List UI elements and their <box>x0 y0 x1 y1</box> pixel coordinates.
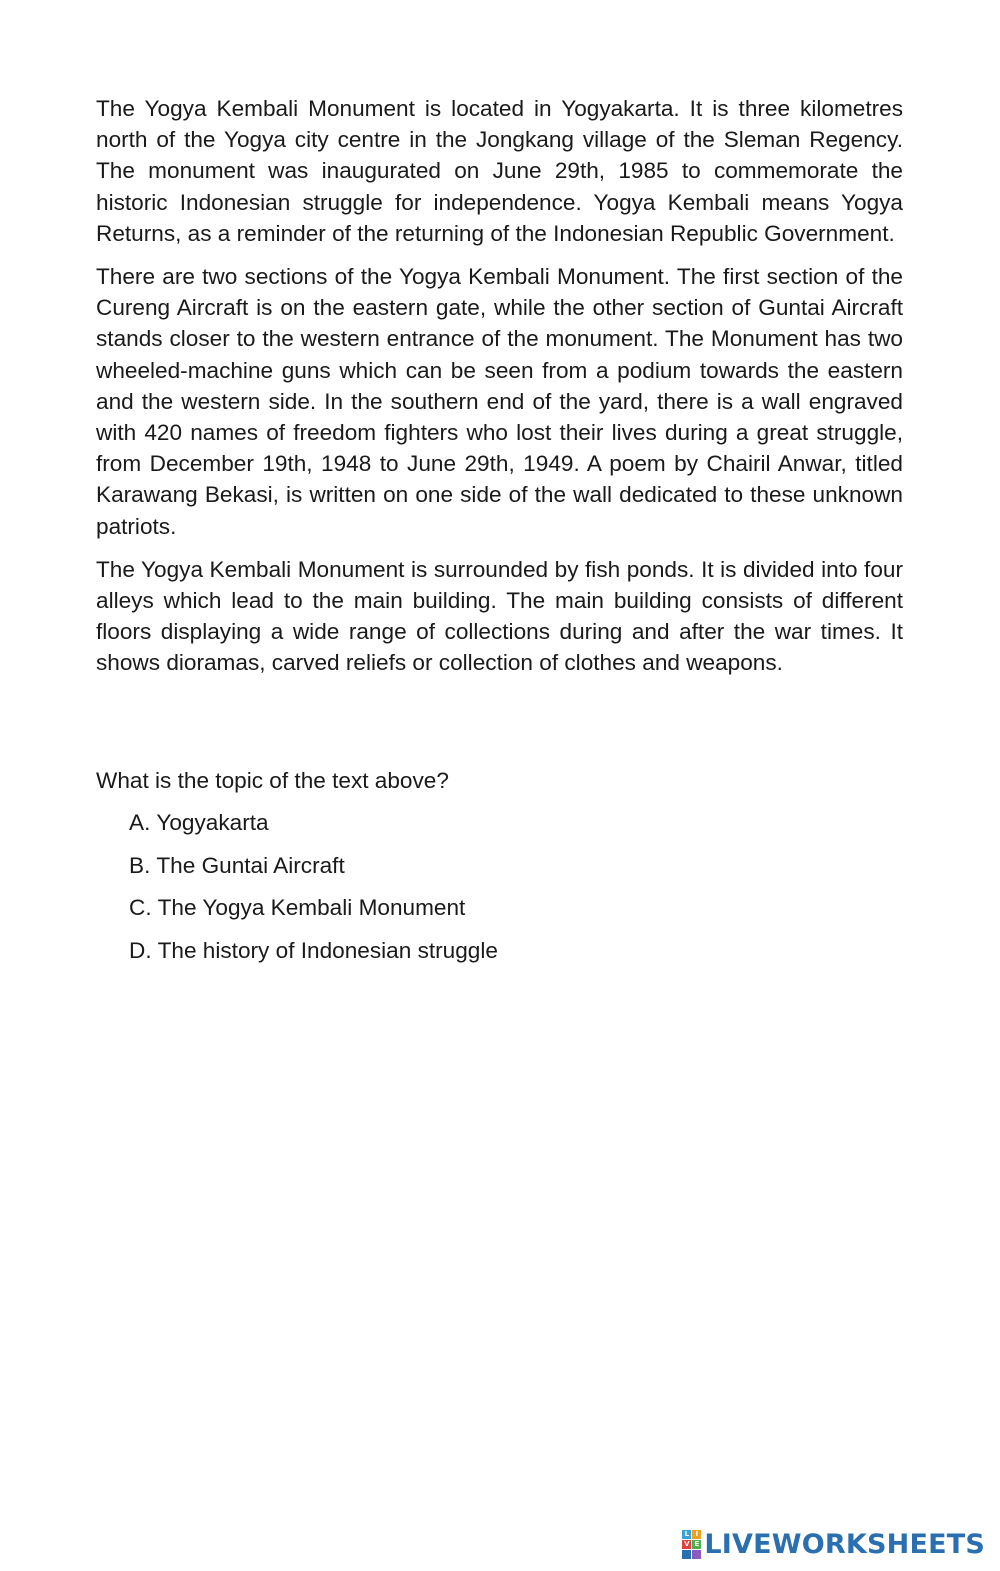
option-a[interactable] <box>129 807 903 838</box>
reading-passage <box>96 93 903 691</box>
option-letter: C. <box>129 895 152 921</box>
paragraph-1: The Yogya Kembali Monument is located in Yogyakarta. It is three kilometres north of the Yogya city centre in the Jongkang village of the Sleman Regency. The monument was inaugurated on June 29th, 1985 to commemorate the historic Indonesian struggle for independence. Yogya Kembali means Yogya Returns, as a reminder of the returning of the Indonesian Republic Government. <box>96 96 903 246</box>
brand-name: LIVEWORKSHEETS <box>704 1528 985 1560</box>
question-block <box>96 765 903 977</box>
option-text: The Guntai Aircraft <box>156 852 345 878</box>
logo-tile: I <box>692 1530 701 1539</box>
option-d[interactable] <box>129 935 903 966</box>
option-text: The history of Indonesian struggle <box>157 937 498 963</box>
logo-tile: V <box>684 1539 690 1548</box>
option-text: The Yogya Kembali Monument <box>157 895 466 921</box>
logo-tile <box>692 1550 701 1559</box>
logo-tile: E <box>692 1540 701 1549</box>
option-letter: D. <box>129 937 152 963</box>
paragraph-3: The Yogya Kembali Monument is surrounded by fish ponds. It is divided into four alleys which lead to the main building. The main building consists of different floors displaying a wide range of collections during and after the war times. It shows dioramas, carved reliefs or collection of clothes and weapons. <box>96 556 903 676</box>
answer-options <box>96 807 903 966</box>
option-text: Yogyakarta <box>156 810 269 835</box>
paragraph-2: There are two sections of the Yogya Kembali Monument. The first section of the Cureng Aircraft is on the eastern gate, while the other section of Guntai Aircraft stands closer to the western entrance of the monument. The Monument has two wheeled-machine guns which can be seen from a podium towards the eastern and the western side. In the southern end of the yard, there is a wall engraved with 420 names of freedom fighters who lost their lives during a great struggle, from December 19th, 1948 to June 29th, 1949. A poem by Chairil Anwar, titled Karawang Bekasi, is written on one side of the wall dedicated to these unknown patriots. <box>96 264 903 539</box>
logo-tile <box>682 1550 691 1559</box>
option-letter: A. <box>129 810 151 835</box>
option-b[interactable] <box>129 850 903 881</box>
question-text: What is the topic of the text above? <box>96 768 449 793</box>
liveworksheets-logo-icon <box>682 1530 701 1559</box>
logo-tile: L <box>682 1530 691 1539</box>
option-c[interactable] <box>129 892 903 923</box>
liveworksheets-brand <box>682 1529 985 1559</box>
option-letter: B. <box>129 852 151 878</box>
